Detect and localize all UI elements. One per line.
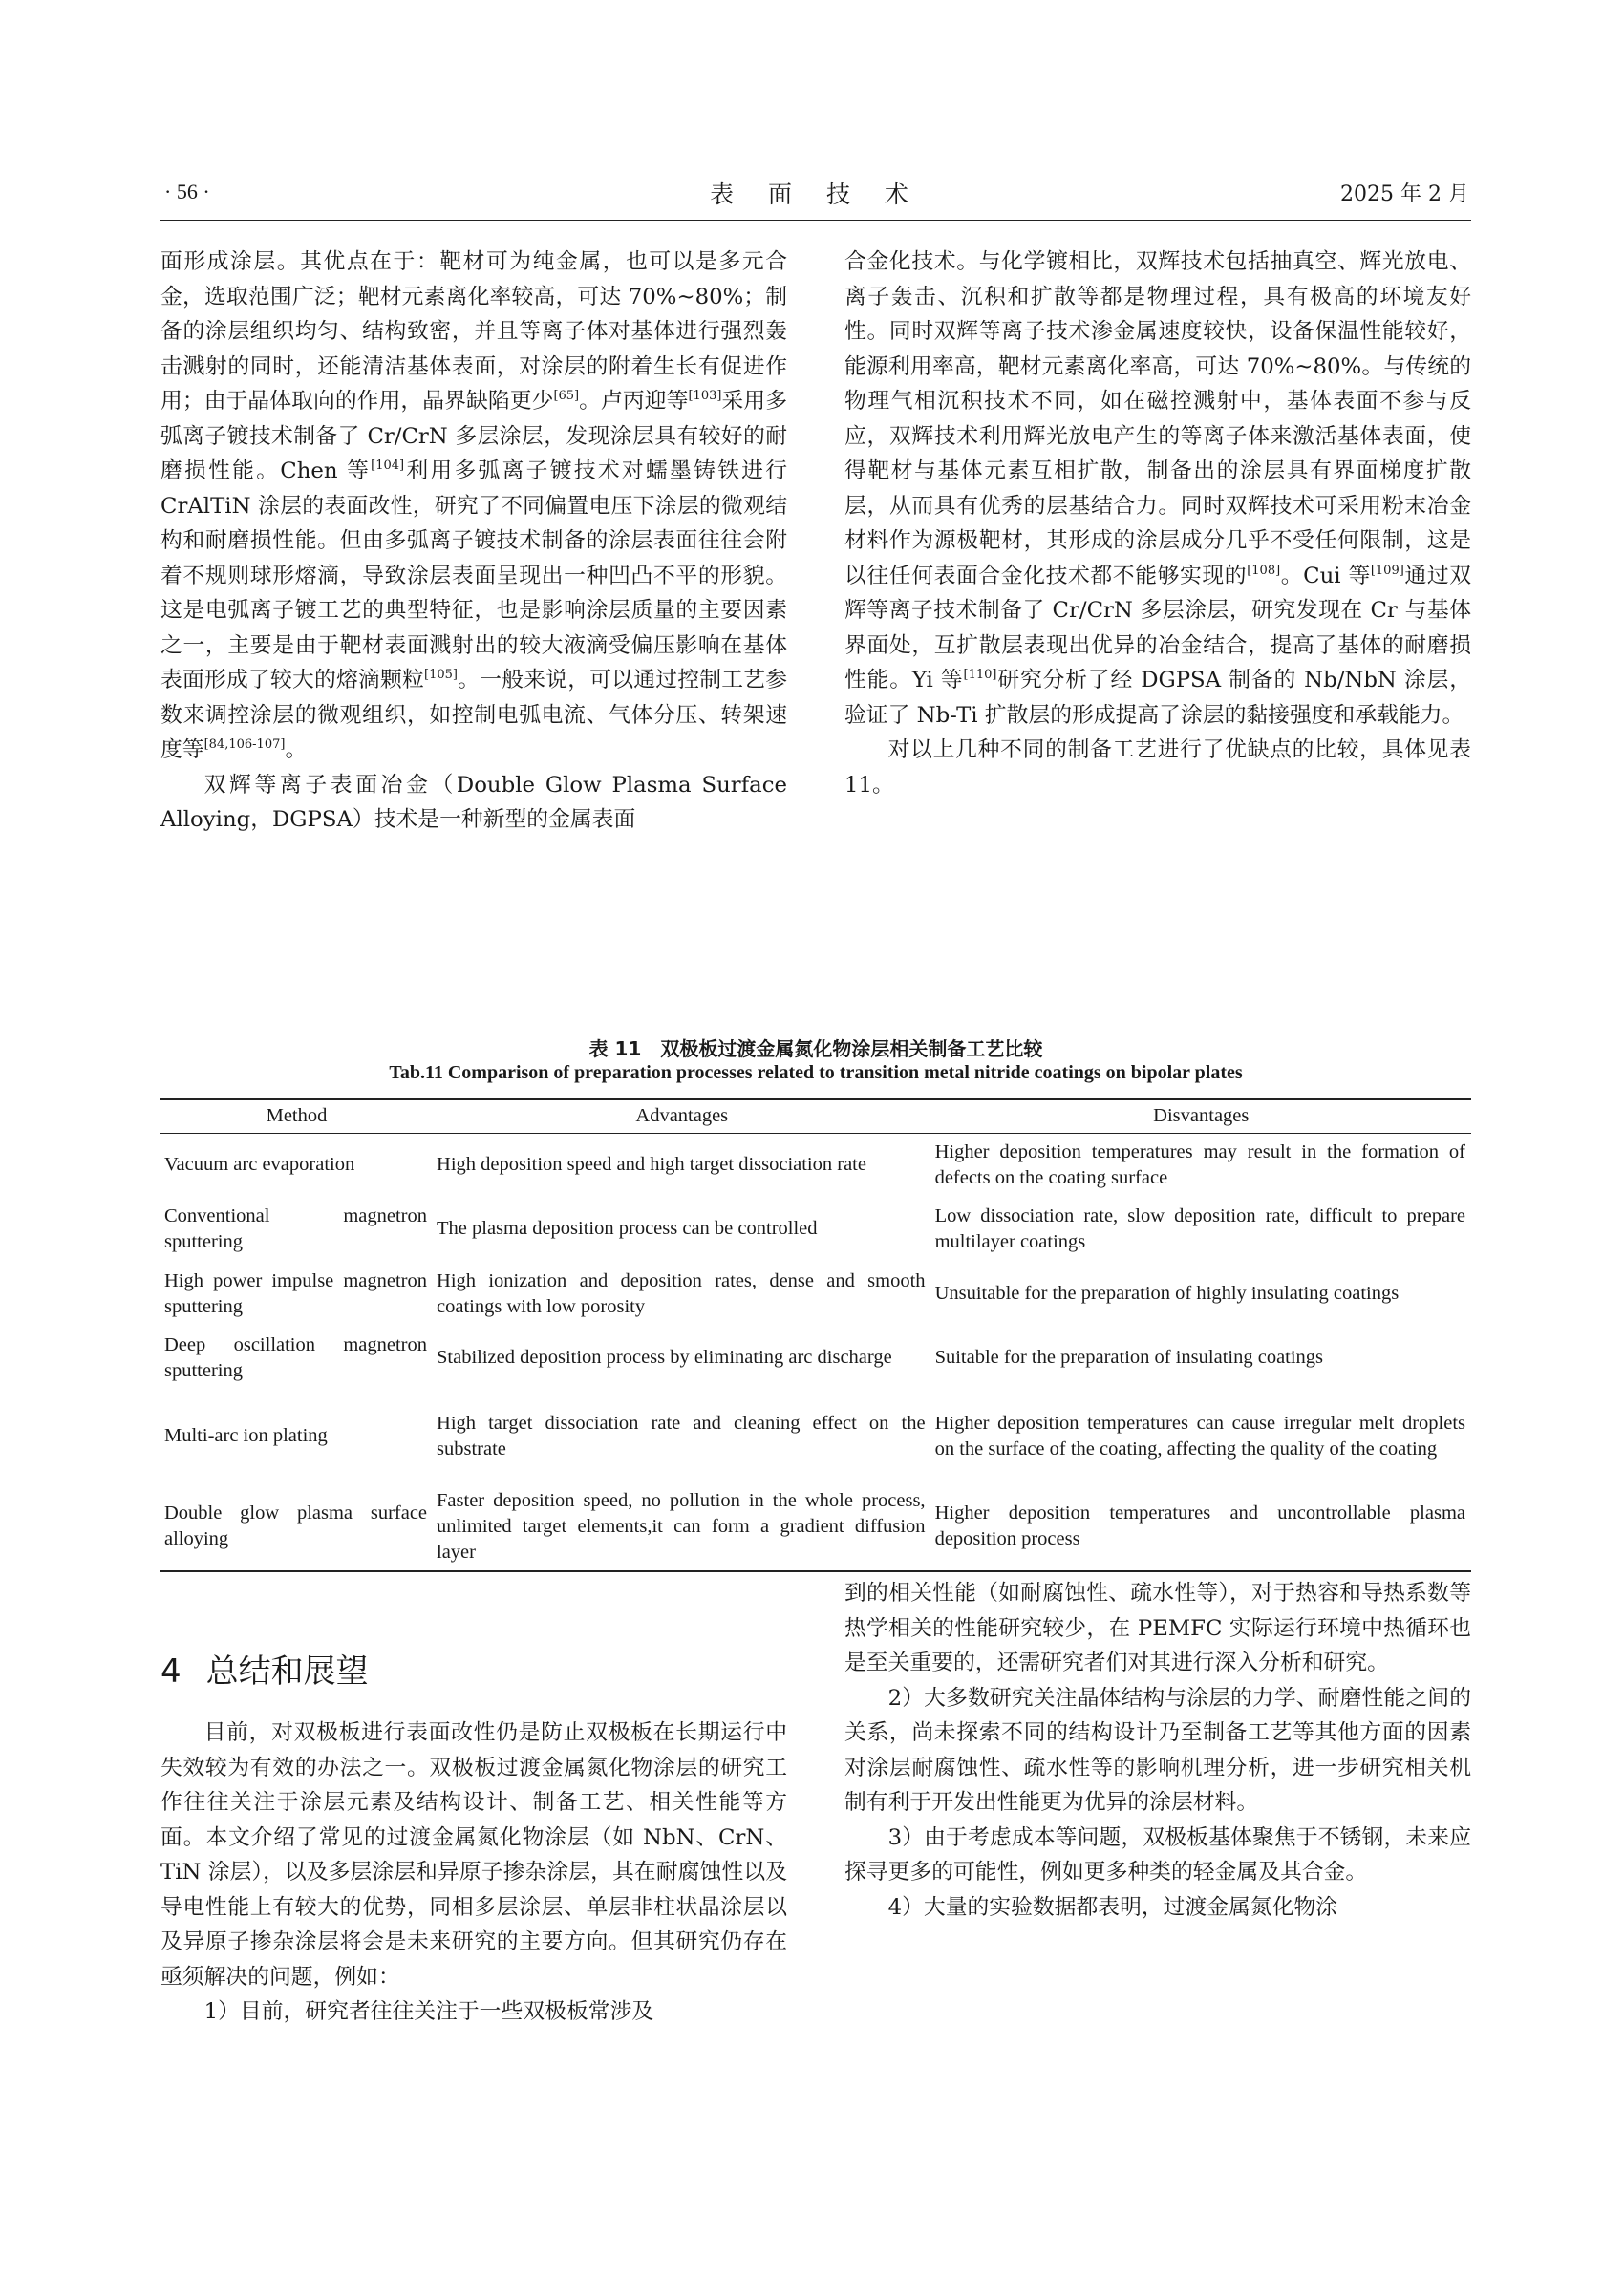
table-cell: High deposition speed and high target dissociation rate bbox=[437, 1154, 866, 1176]
table-row bbox=[160, 1327, 1471, 1390]
paragraph: 对以上几种不同的制备工艺进行了优缺点的比较，具体见表 11。 bbox=[844, 737, 1471, 798]
text-run: 采用多弧离子镀技术制备了 Cr/CrN 多层涂层，发现涂层具有较好的耐磨损性能。Chen 等 bbox=[160, 389, 788, 483]
table-cell: High power impulse magnetron sputtering bbox=[164, 1269, 428, 1317]
left-column-top bbox=[160, 245, 787, 838]
table-cell: Higher deposition temperatures and uncontrollable plasma deposition process bbox=[931, 1483, 1471, 1571]
paragraph bbox=[844, 245, 1471, 733]
text-run: 。卢丙迎等 bbox=[579, 389, 689, 414]
paragraph: 3）由于考虑成本等问题，双极板基体聚焦于不锈钢，未来应探寻更多的可能性，例如更多种类的轻金属及其合金。 bbox=[844, 1824, 1471, 1885]
table-cell: Conventional magnetron sputtering bbox=[164, 1204, 428, 1252]
table-cell: Higher deposition temperatures may result in the formation of defects on the coating surface bbox=[934, 1140, 1465, 1188]
citation: [103] bbox=[688, 389, 722, 403]
text-run: 合金化技术。与化学镀相比，双辉技术包括抽真空、辉光放电、离子轰击、沉积和扩散等都是物理过程，具有极高的环境友好性。同时双辉等离子技术渗金属速度较快，设备保温性能较好，能源利用率高，靶材元素离化率高，可达 70%~80%。与传统的物理气相沉积技术不同，如在磁控溅射中，基体表面不参与反应，双辉技术利用辉光放电产生的等离子体来激活基体表面，使得靶材与基体元素互相扩散，制备出的涂层具有界面梯度扩散层，从而具有优秀的层基结合力。同时双辉技术可采用粉末冶金材料作为源极靶材，其形成的涂层成分几乎不受任何限制，这是以往任何表面合金化技术都不能够实现的 bbox=[844, 249, 1471, 588]
citation: [84,106-107] bbox=[203, 737, 286, 752]
citation: [109] bbox=[1370, 563, 1404, 578]
table-cell: Vacuum arc evaporation bbox=[164, 1154, 355, 1176]
table-cell: Higher deposition temperatures can cause irregular melt droplets on the surface of the coating, affecting the quality of the coating bbox=[934, 1412, 1465, 1460]
citation: [108] bbox=[1247, 563, 1281, 578]
table-row bbox=[160, 1390, 1471, 1483]
citation: [105] bbox=[424, 668, 458, 682]
table-cell: Multi-arc ion plating bbox=[164, 1425, 328, 1446]
section-number: 4 bbox=[160, 1652, 182, 1691]
text-run: 研究分析了经 DGPSA 制备的 Nb/NbN 涂层，验证了 Nb-Ti 扩散层的形成提高了涂层的黏接强度和承载能力。 bbox=[844, 668, 1472, 728]
table-caption-en: Tab.11 Comparison of preparation processes related to transition metal nitride coatings on bipolar plates bbox=[389, 1062, 1243, 1083]
table-cell: Faster deposition speed, no pollution in the whole process, unlimited target elements,it can form a gradient diffusion layer bbox=[433, 1483, 931, 1571]
table-cell: Suitable for the preparation of insulating coatings bbox=[934, 1347, 1324, 1368]
table-cell: Stabilized deposition process by eliminating arc discharge bbox=[437, 1347, 892, 1368]
table-cell: Low dissociation rate, slow deposition rate, difficult to prepare multilayer coatings bbox=[934, 1204, 1465, 1252]
journal-title: 表 面 技 术 bbox=[710, 181, 922, 208]
table-caption-cn: 表 11 双极板过渡金属氮化物涂层相关制备工艺比较 bbox=[588, 1037, 1043, 1060]
text-run: 。一般来说，可以通过控制工艺参数来调控涂层的微观组织，如控制电弧电流、气体分压、转架速度等 bbox=[160, 668, 788, 762]
right-column-top bbox=[844, 245, 1471, 802]
issue-date: 2025 年 2 月 bbox=[1340, 182, 1469, 206]
table-row bbox=[160, 1197, 1471, 1262]
table-cell: High target dissociation rate and cleaning effect on the substrate bbox=[437, 1412, 926, 1460]
page-number: · 56 · bbox=[164, 180, 210, 203]
section-title: 总结和展望 bbox=[205, 1652, 369, 1691]
paragraph: 目前，对双极板进行表面改性仍是防止双极板在长期运行中失效较为有效的办法之一。双极板过渡金属氮化物涂层的研究工作往往关注于涂层元素及结构设计、制备工艺、相关性能等方面。本文介绍了常见的过渡金属氮化物涂层（如 NbN、CrN、TiN 涂层），以及多层涂层和异原子掺杂涂层，其在耐腐蚀性以及导电性能上有较大的优势，同相多层涂层、单层非柱状晶涂层以及异原子掺杂涂层将会是未来研究的主要方向。但其研究仍存在亟须解决的问题，例如： bbox=[160, 1720, 787, 1990]
table-cell: Unsuitable for the preparation of highly insulating coatings bbox=[934, 1283, 1400, 1304]
table-cell: High ionization and deposition rates, dense and smooth coatings with low porosity bbox=[437, 1269, 926, 1317]
left-column-bottom bbox=[160, 1715, 787, 2030]
text-run: 面形成涂层。其优点在于：靶材可为纯金属，也可以是多元合金，选取范围广泛；靶材元素离化率较高，可达 70%~80%；制备的涂层组织均匀、结构致密，并且等离子体对基体进行强烈轰击溅射的同时，还能清洁基体表面，对涂层的附着生长有促进作用；由于晶体取向的作用，晶界缺陷更少 bbox=[160, 249, 787, 414]
column-header: Advantages bbox=[433, 1099, 931, 1134]
citation: [110] bbox=[963, 668, 997, 682]
table-row bbox=[160, 1134, 1471, 1197]
paragraph: 双辉等离子表面冶金（Double Glow Plasma Surface Alloying，DGPSA）技术是一种新型的金属表面 bbox=[160, 772, 787, 832]
paragraph bbox=[160, 245, 787, 768]
table-header-row bbox=[160, 1099, 1471, 1134]
column-header: Method bbox=[160, 1099, 433, 1134]
table-cell: Double glow plasma surface alloying bbox=[160, 1483, 433, 1571]
paragraph: 2）大多数研究关注晶体结构与涂层的力学、耐磨性能之间的关系，尚未探索不同的结构设计乃至制备工艺等其他方面的因素对涂层耐腐蚀性、疏水性等的影响机理分析，进一步研究相关机制有利于开发出性能更为优异的涂层材料。 bbox=[844, 1685, 1471, 1815]
text-run: 利用多弧离子镀技术对蠕墨铸铁进行 CrAlTiN 涂层的表面改性，研究了不同偏置电压下涂层的微观结构和耐磨损性能。但由多弧离子镀技术制备的涂层表面往往会附着不规则球形熔滴，导致涂层表面呈现出一种凹凸不平的形貌。这是电弧离子镀工艺的典型特征，也是影响涂层质量的主要因素之一，主要是由于靶材表面溅射出的较大液滴受偏压影响在基体表面形成了较大的熔滴颗粒 bbox=[160, 458, 788, 693]
paragraph: 到的相关性能（如耐腐蚀性、疏水性等），对于热容和导热系数等热学相关的性能研究较少，在 PEMFC 实际运行环境中热循环也是至关重要的，还需研究者们对其进行深入分析和研究。 bbox=[844, 1581, 1471, 1675]
citation: [65] bbox=[553, 389, 580, 403]
running-header bbox=[160, 176, 1471, 216]
table-cell: Deep oscillation magnetron sputtering bbox=[164, 1333, 428, 1381]
table-cell: The plasma deposition process can be controlled bbox=[437, 1218, 818, 1239]
column-header: Disvantages bbox=[931, 1099, 1471, 1134]
text-run: 。Cui 等 bbox=[1280, 563, 1371, 588]
paragraph: 4）大量的实验数据都表明，过渡金属氮化物涂 bbox=[887, 1894, 1338, 1920]
table-row bbox=[160, 1483, 1471, 1571]
table-row bbox=[160, 1262, 1471, 1327]
paragraph: 1）目前，研究者往往关注于一些双极板常涉及 bbox=[203, 1999, 654, 2024]
citation: [104] bbox=[371, 458, 405, 473]
header-rule bbox=[160, 220, 1471, 221]
text-run: 通过双辉等离子技术制备了 Cr/CrN 多层涂层，研究发现在 Cr 与基体界面处，互扩散层表现出优异的冶金结合，提高了基体的耐磨损性能。Yi 等 bbox=[844, 563, 1472, 693]
text-run: 。 bbox=[285, 737, 308, 762]
section-heading bbox=[160, 1645, 369, 1692]
comparison-table bbox=[160, 1098, 1471, 1572]
right-column-bottom bbox=[844, 1576, 1471, 1925]
